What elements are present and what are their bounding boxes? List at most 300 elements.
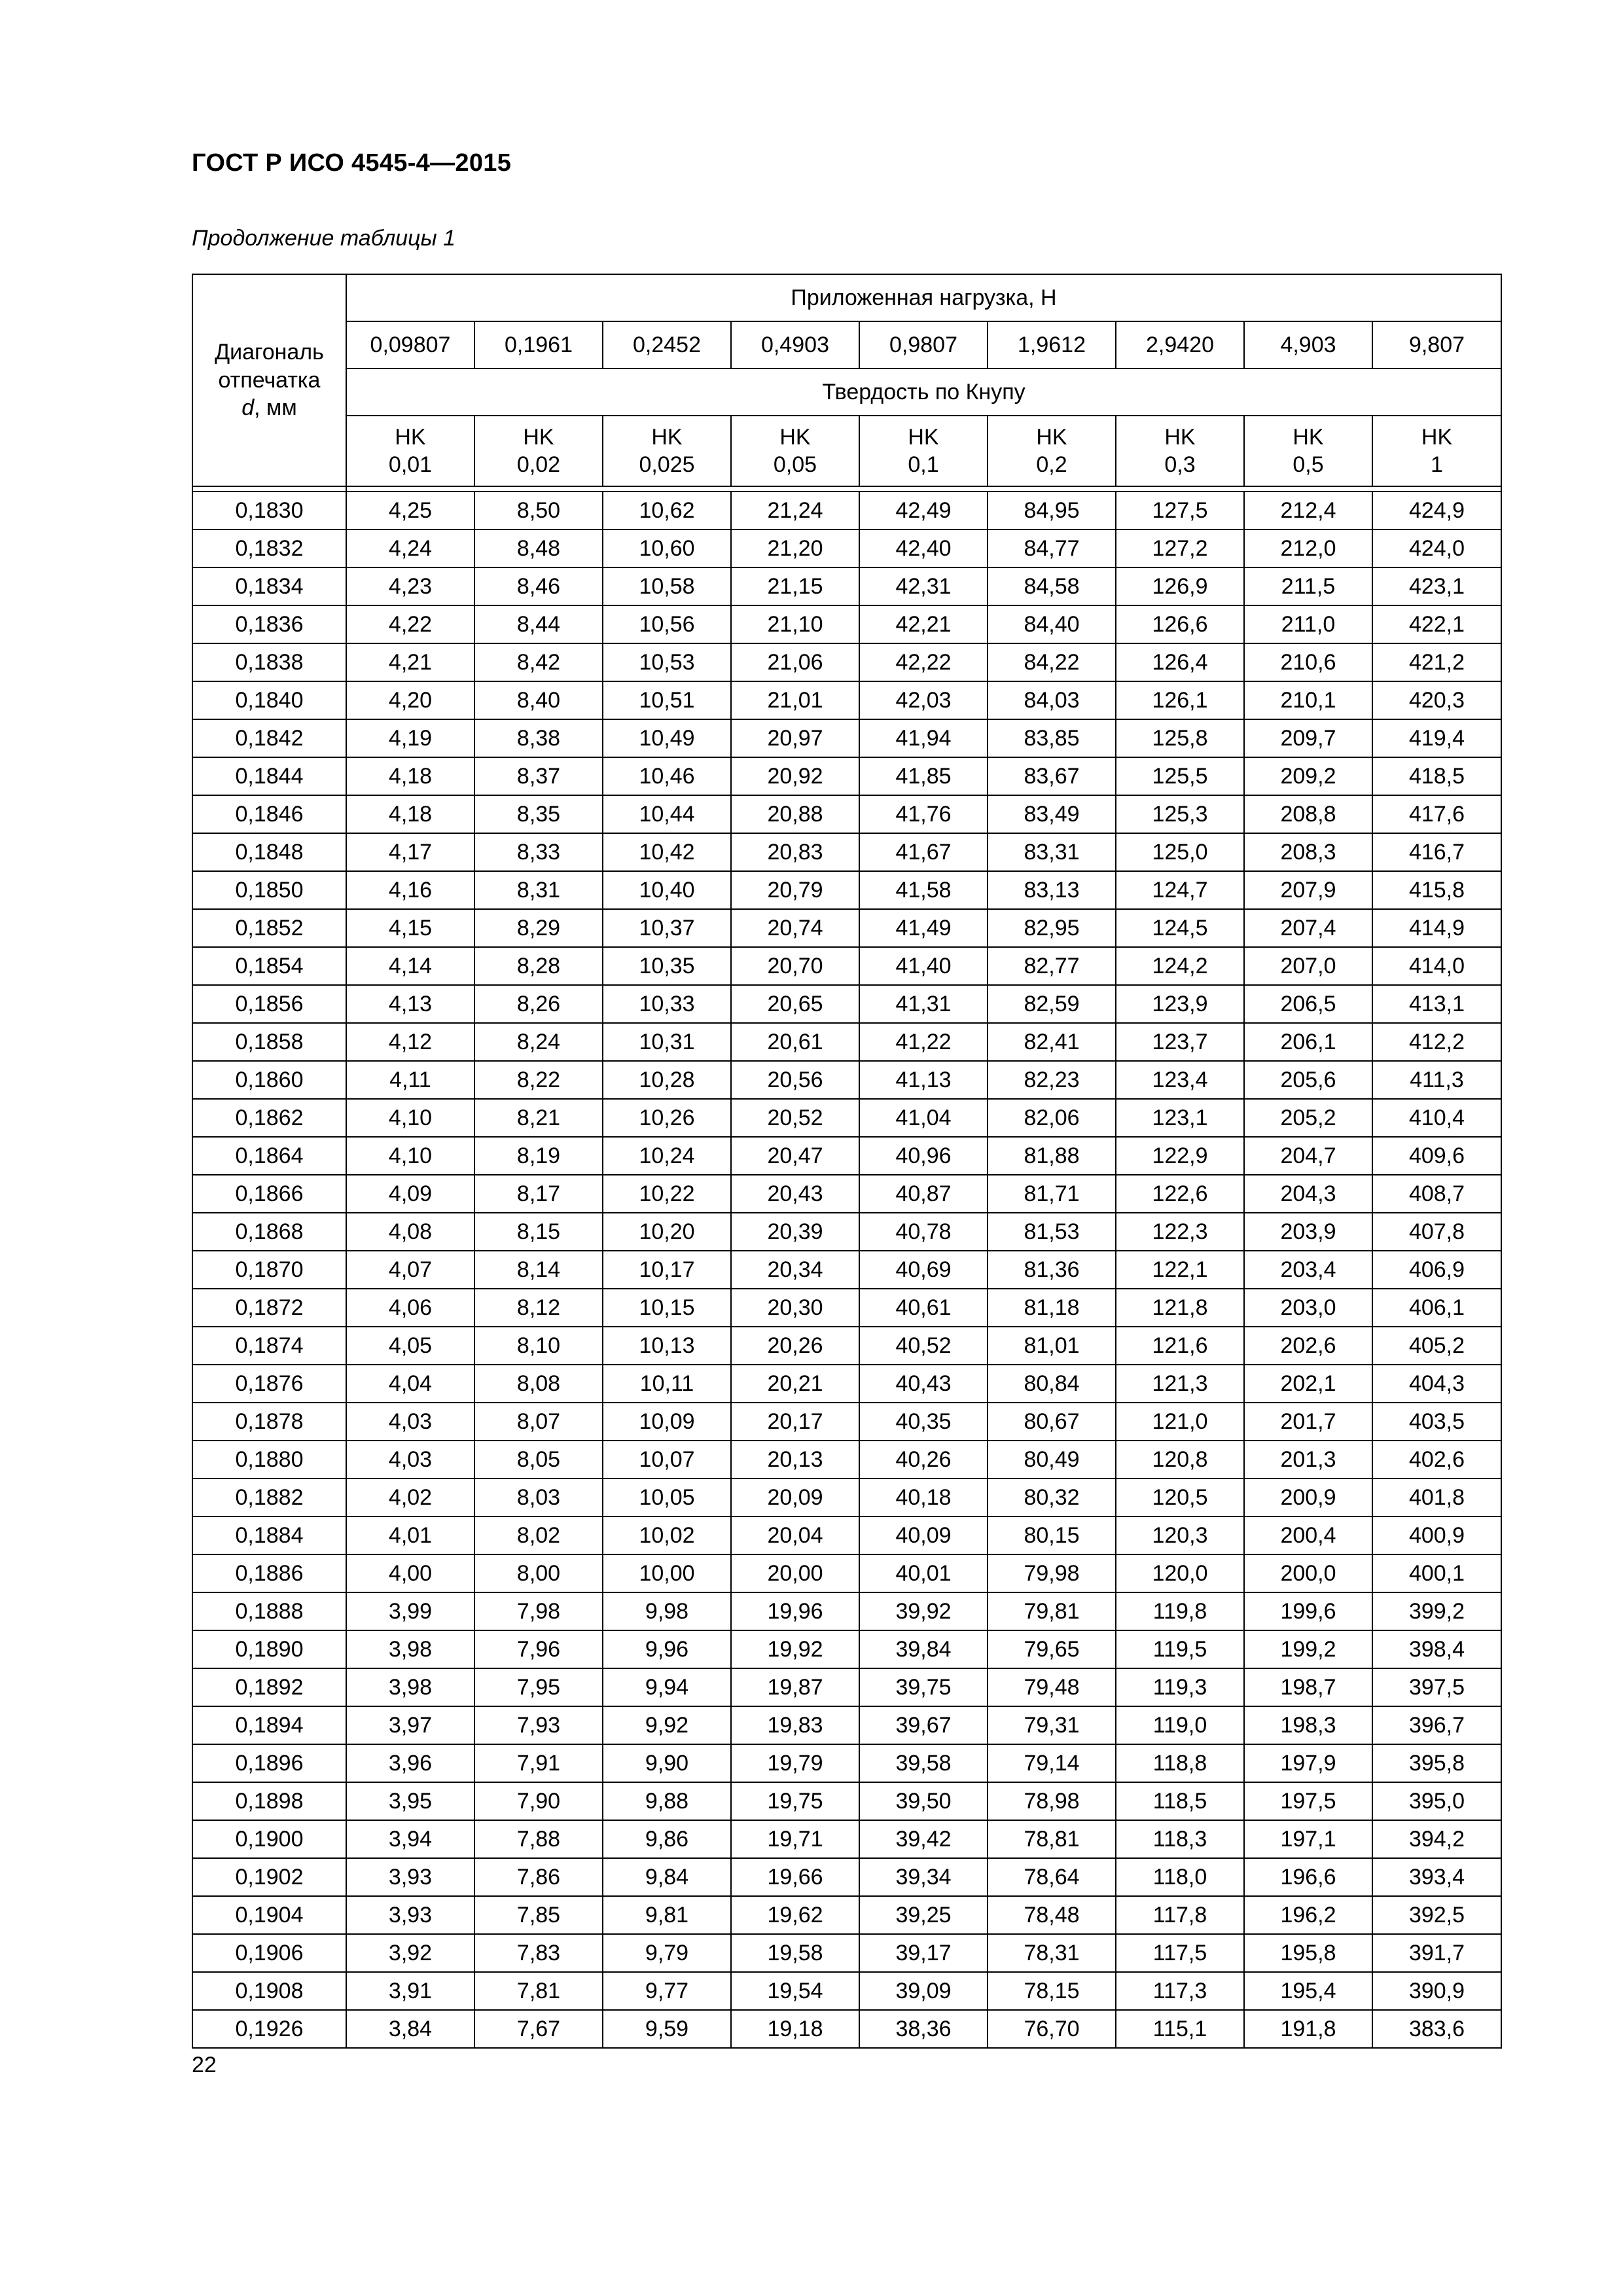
hardness-cell: 82,77 (988, 947, 1116, 985)
diagonal-cell: 0,1848 (192, 833, 346, 871)
scale-name: HK (908, 424, 939, 450)
hardness-cell: 412,2 (1372, 1023, 1501, 1061)
table-row (192, 1099, 1501, 1137)
hardness-cell: 39,50 (859, 1782, 988, 1820)
load-value: 0,09807 (346, 321, 474, 368)
table-row (192, 909, 1501, 947)
hardness-cell: 10,53 (603, 643, 731, 681)
hardness-cell: 38,36 (859, 2010, 988, 2048)
hardness-cell: 8,19 (474, 1137, 603, 1175)
hardness-cell: 20,61 (731, 1023, 859, 1061)
hardness-cell: 416,7 (1372, 833, 1501, 871)
hardness-cell: 8,33 (474, 833, 603, 871)
hardness-cell: 9,86 (603, 1820, 731, 1858)
hardness-cell: 40,09 (859, 1516, 988, 1554)
hardness-cell: 201,7 (1244, 1403, 1372, 1441)
hardness-cell: 10,60 (603, 529, 731, 567)
diagonal-cell: 0,1888 (192, 1592, 346, 1630)
table-body (192, 492, 1501, 2048)
hardness-cell: 9,88 (603, 1782, 731, 1820)
diagonal-cell: 0,1836 (192, 605, 346, 643)
hardness-cell: 8,46 (474, 567, 603, 605)
hardness-cell: 122,3 (1116, 1213, 1244, 1251)
hardness-cell: 413,1 (1372, 985, 1501, 1023)
diagonal-cell: 0,1882 (192, 1479, 346, 1516)
hardness-cell: 10,02 (603, 1516, 731, 1554)
hardness-cell: 207,9 (1244, 871, 1372, 909)
hardness-cell: 3,93 (346, 1858, 474, 1896)
hardness-cell: 405,2 (1372, 1327, 1501, 1365)
hardness-cell: 4,13 (346, 985, 474, 1023)
hardness-cell: 199,6 (1244, 1592, 1372, 1630)
hardness-cell: 41,22 (859, 1023, 988, 1061)
hardness-cell: 4,19 (346, 719, 474, 757)
scale-value: 0,02 (516, 452, 561, 477)
diagonal-cell: 0,1892 (192, 1668, 346, 1706)
hardness-cell: 122,1 (1116, 1251, 1244, 1289)
hardness-cell: 395,0 (1372, 1782, 1501, 1820)
hardness-cell: 121,6 (1116, 1327, 1244, 1365)
hardness-cell: 80,49 (988, 1441, 1116, 1479)
hardness-cell: 400,1 (1372, 1554, 1501, 1592)
diagonal-cell: 0,1852 (192, 909, 346, 947)
table-row (192, 1061, 1501, 1099)
hardness-cell: 7,93 (474, 1706, 603, 1744)
hardness-cell: 4,07 (346, 1251, 474, 1289)
hardness-cell: 9,84 (603, 1858, 731, 1896)
table-caption: Продолжение таблицы 1 (192, 226, 455, 251)
hardness-cell: 4,10 (346, 1137, 474, 1175)
table-row (192, 1554, 1501, 1592)
diagonal-cell: 0,1862 (192, 1099, 346, 1137)
hardness-cell: 3,84 (346, 2010, 474, 2048)
diagonal-cell: 0,1830 (192, 492, 346, 529)
hardness-cell: 209,7 (1244, 719, 1372, 757)
hardness-cell: 20,56 (731, 1061, 859, 1099)
hardness-cell: 119,8 (1116, 1592, 1244, 1630)
hardness-cell: 4,16 (346, 871, 474, 909)
hardness-cell: 39,84 (859, 1630, 988, 1668)
scale-value: 1 (1431, 452, 1443, 477)
hardness-cell: 199,2 (1244, 1630, 1372, 1668)
hardness-cell: 120,0 (1116, 1554, 1244, 1592)
hardness-cell: 10,24 (603, 1137, 731, 1175)
scale-cell (603, 416, 731, 486)
table-row (192, 605, 1501, 643)
hardness-cell: 125,8 (1116, 719, 1244, 757)
hardness-cell: 3,98 (346, 1630, 474, 1668)
diagonal-cell: 0,1894 (192, 1706, 346, 1744)
table-row (192, 1175, 1501, 1213)
hardness-cell: 210,6 (1244, 643, 1372, 681)
hardness-cell: 126,4 (1116, 643, 1244, 681)
table-row (192, 1744, 1501, 1782)
hardness-cell: 10,33 (603, 985, 731, 1023)
diagonal-cell: 0,1896 (192, 1744, 346, 1782)
scale-name: HK (1164, 424, 1196, 450)
hardness-cell: 118,8 (1116, 1744, 1244, 1782)
hardness-cell: 115,1 (1116, 2010, 1244, 2048)
hardness-cell: 19,62 (731, 1896, 859, 1934)
hardness-cell: 39,92 (859, 1592, 988, 1630)
diagonal-cell: 0,1874 (192, 1327, 346, 1365)
hardness-cell: 84,03 (988, 681, 1116, 719)
hardness-cell: 41,04 (859, 1099, 988, 1137)
diagonal-cell: 0,1900 (192, 1820, 346, 1858)
hardness-cell: 41,67 (859, 833, 988, 871)
hardness-cell: 121,0 (1116, 1403, 1244, 1441)
hardness-cell: 122,9 (1116, 1137, 1244, 1175)
hardness-cell: 424,9 (1372, 492, 1501, 529)
table-row (192, 1782, 1501, 1820)
hardness-cell: 197,9 (1244, 1744, 1372, 1782)
hardness-cell: 19,96 (731, 1592, 859, 1630)
hardness-cell: 421,2 (1372, 643, 1501, 681)
hardness-cell: 7,90 (474, 1782, 603, 1820)
hardness-cell: 3,92 (346, 1934, 474, 1972)
diagonal-cell: 0,1838 (192, 643, 346, 681)
hardness-cell: 392,5 (1372, 1896, 1501, 1934)
hardness-cell: 4,03 (346, 1441, 474, 1479)
hardness-cell: 40,01 (859, 1554, 988, 1592)
load-value: 0,2452 (603, 321, 731, 368)
hardness-cell: 411,3 (1372, 1061, 1501, 1099)
hardness-cell: 9,96 (603, 1630, 731, 1668)
hardness-cell: 40,87 (859, 1175, 988, 1213)
hardness-cell: 415,8 (1372, 871, 1501, 909)
diagonal-cell: 0,1840 (192, 681, 346, 719)
diagonal-cell: 0,1842 (192, 719, 346, 757)
hardness-cell: 20,65 (731, 985, 859, 1023)
hardness-cell: 19,83 (731, 1706, 859, 1744)
hardness-cell: 20,92 (731, 757, 859, 795)
hardness-cell: 399,2 (1372, 1592, 1501, 1630)
scale-value: 0,01 (388, 452, 433, 477)
table-row (192, 985, 1501, 1023)
hardness-cell: 202,6 (1244, 1327, 1372, 1365)
hardness-cell: 9,98 (603, 1592, 731, 1630)
hardness-cell: 84,22 (988, 643, 1116, 681)
document-title: ГОСТ Р ИСО 4545-4—2015 (192, 149, 512, 177)
hardness-cell: 8,29 (474, 909, 603, 947)
hardness-cell: 126,6 (1116, 605, 1244, 643)
hardness-cell: 4,01 (346, 1516, 474, 1554)
diagonal-cell: 0,1858 (192, 1023, 346, 1061)
hardness-cell: 7,85 (474, 1896, 603, 1934)
hardness-cell: 19,92 (731, 1630, 859, 1668)
hardness-cell: 4,04 (346, 1365, 474, 1403)
hardness-cell: 39,17 (859, 1934, 988, 1972)
hardness-cell: 3,93 (346, 1896, 474, 1934)
row-header-unit: , мм (254, 395, 297, 421)
diagonal-cell: 0,1884 (192, 1516, 346, 1554)
hardness-cell: 196,6 (1244, 1858, 1372, 1896)
table-row (192, 1365, 1501, 1403)
load-value: 9,807 (1372, 321, 1501, 368)
hardness-cell: 8,07 (474, 1403, 603, 1441)
hardness-cell: 395,8 (1372, 1744, 1501, 1782)
diagonal-cell: 0,1890 (192, 1630, 346, 1668)
hardness-cell: 81,01 (988, 1327, 1116, 1365)
hardness-cell: 126,1 (1116, 681, 1244, 719)
hardness-cell: 79,48 (988, 1668, 1116, 1706)
hardness-cell: 8,28 (474, 947, 603, 985)
hardness-cell: 10,35 (603, 947, 731, 985)
hardness-cell: 81,53 (988, 1213, 1116, 1251)
hardness-cell: 402,6 (1372, 1441, 1501, 1479)
hardness-cell: 4,08 (346, 1213, 474, 1251)
diagonal-cell: 0,1908 (192, 1972, 346, 2010)
load-value: 4,903 (1244, 321, 1372, 368)
table-row (192, 1023, 1501, 1061)
hardness-cell: 42,49 (859, 492, 988, 529)
hardness-cell: 4,22 (346, 605, 474, 643)
hardness-cell: 19,58 (731, 1934, 859, 1972)
hardness-cell: 20,43 (731, 1175, 859, 1213)
hardness-cell: 8,17 (474, 1175, 603, 1213)
hardness-header: Твердость по Кнупу (346, 368, 1501, 416)
hardness-cell: 383,6 (1372, 2010, 1501, 2048)
hardness-cell: 121,8 (1116, 1289, 1244, 1327)
hardness-cell: 10,49 (603, 719, 731, 757)
hardness-cell: 409,6 (1372, 1137, 1501, 1175)
hardness-cell: 10,51 (603, 681, 731, 719)
hardness-cell: 40,43 (859, 1365, 988, 1403)
hardness-cell: 10,20 (603, 1213, 731, 1251)
diagonal-cell: 0,1886 (192, 1554, 346, 1592)
hardness-cell: 123,4 (1116, 1061, 1244, 1099)
hardness-cell: 84,77 (988, 529, 1116, 567)
hardness-cell: 123,9 (1116, 985, 1244, 1023)
hardness-cell: 4,25 (346, 492, 474, 529)
hardness-cell: 9,77 (603, 1972, 731, 2010)
hardness-cell: 9,92 (603, 1706, 731, 1744)
table-row (192, 1516, 1501, 1554)
hardness-cell: 119,5 (1116, 1630, 1244, 1668)
hardness-cell: 3,91 (346, 1972, 474, 2010)
hardness-cell: 20,88 (731, 795, 859, 833)
diagonal-cell: 0,1850 (192, 871, 346, 909)
hardness-cell: 4,03 (346, 1403, 474, 1441)
hardness-cell: 208,3 (1244, 833, 1372, 871)
hardness-cell: 125,0 (1116, 833, 1244, 871)
hardness-cell: 42,40 (859, 529, 988, 567)
hardness-cell: 82,23 (988, 1061, 1116, 1099)
hardness-cell: 42,31 (859, 567, 988, 605)
hardness-cell: 124,5 (1116, 909, 1244, 947)
hardness-cell: 4,10 (346, 1099, 474, 1137)
scale-value: 0,5 (1293, 452, 1324, 477)
table-row (192, 1972, 1501, 2010)
hardness-cell: 393,4 (1372, 1858, 1501, 1896)
hardness-cell: 39,58 (859, 1744, 988, 1782)
table-row (192, 1137, 1501, 1175)
hardness-cell: 40,18 (859, 1479, 988, 1516)
hardness-cell: 206,5 (1244, 985, 1372, 1023)
hardness-cell: 7,98 (474, 1592, 603, 1630)
hardness-cell: 4,02 (346, 1479, 474, 1516)
hardness-cell: 3,98 (346, 1668, 474, 1706)
hardness-cell: 127,2 (1116, 529, 1244, 567)
hardness-cell: 78,98 (988, 1782, 1116, 1820)
hardness-cell: 80,15 (988, 1516, 1116, 1554)
hardness-cell: 41,40 (859, 947, 988, 985)
hardness-cell: 41,58 (859, 871, 988, 909)
scale-name: HK (779, 424, 811, 450)
table-row (192, 1706, 1501, 1744)
hardness-cell: 81,88 (988, 1137, 1116, 1175)
hardness-cell: 4,09 (346, 1175, 474, 1213)
hardness-cell: 19,54 (731, 1972, 859, 2010)
hardness-cell: 197,5 (1244, 1782, 1372, 1820)
hardness-cell: 8,15 (474, 1213, 603, 1251)
hardness-cell: 207,4 (1244, 909, 1372, 947)
hardness-cell: 120,8 (1116, 1441, 1244, 1479)
hardness-cell: 8,44 (474, 605, 603, 643)
scale-cell (988, 416, 1116, 486)
hardness-cell: 406,9 (1372, 1251, 1501, 1289)
hardness-cell: 197,1 (1244, 1820, 1372, 1858)
hardness-cell: 408,7 (1372, 1175, 1501, 1213)
hardness-cell: 20,09 (731, 1479, 859, 1516)
hardness-cell: 208,8 (1244, 795, 1372, 833)
hardness-cell: 420,3 (1372, 681, 1501, 719)
hardness-cell: 19,79 (731, 1744, 859, 1782)
hardness-cell: 19,18 (731, 2010, 859, 2048)
hardness-cell: 8,02 (474, 1516, 603, 1554)
hardness-cell: 191,8 (1244, 2010, 1372, 2048)
hardness-cell: 202,1 (1244, 1365, 1372, 1403)
diagonal-cell: 0,1832 (192, 529, 346, 567)
hardness-cell: 3,99 (346, 1592, 474, 1630)
diagonal-cell: 0,1846 (192, 795, 346, 833)
hardness-cell: 40,61 (859, 1289, 988, 1327)
hardness-cell: 10,13 (603, 1327, 731, 1365)
hardness-cell: 211,0 (1244, 605, 1372, 643)
scale-cell (1116, 416, 1244, 486)
hardness-cell: 79,81 (988, 1592, 1116, 1630)
diagonal-cell: 0,1898 (192, 1782, 346, 1820)
table-row (192, 1403, 1501, 1441)
hardness-cell: 204,7 (1244, 1137, 1372, 1175)
hardness-cell: 3,96 (346, 1744, 474, 1782)
hardness-cell: 210,1 (1244, 681, 1372, 719)
hardness-cell: 200,4 (1244, 1516, 1372, 1554)
hardness-cell: 207,0 (1244, 947, 1372, 985)
hardness-cell: 4,00 (346, 1554, 474, 1592)
hardness-cell: 79,65 (988, 1630, 1116, 1668)
hardness-cell: 124,7 (1116, 871, 1244, 909)
hardness-cell: 39,75 (859, 1668, 988, 1706)
hardness-cell: 397,5 (1372, 1668, 1501, 1706)
hardness-cell: 10,42 (603, 833, 731, 871)
hardness-cell: 10,40 (603, 871, 731, 909)
scale-name: HK (395, 424, 426, 450)
scale-cell (346, 416, 474, 486)
hardness-cell: 205,2 (1244, 1099, 1372, 1137)
hardness-cell: 118,0 (1116, 1858, 1244, 1896)
header-gap (192, 486, 1501, 492)
hardness-cell: 10,22 (603, 1175, 731, 1213)
hardness-cell: 9,90 (603, 1744, 731, 1782)
hardness-cell: 203,0 (1244, 1289, 1372, 1327)
hardness-cell: 39,67 (859, 1706, 988, 1744)
hardness-cell: 203,4 (1244, 1251, 1372, 1289)
hardness-cell: 41,49 (859, 909, 988, 947)
hardness-cell: 10,37 (603, 909, 731, 947)
hardness-cell: 78,64 (988, 1858, 1116, 1896)
hardness-cell: 4,23 (346, 567, 474, 605)
hardness-cell: 200,0 (1244, 1554, 1372, 1592)
hardness-cell: 10,44 (603, 795, 731, 833)
hardness-cell: 39,42 (859, 1820, 988, 1858)
load-value: 2,9420 (1116, 321, 1244, 368)
hardness-cell: 8,21 (474, 1099, 603, 1137)
hardness-cell: 4,14 (346, 947, 474, 985)
hardness-cell: 41,94 (859, 719, 988, 757)
load-value: 0,1961 (474, 321, 603, 368)
hardness-cell: 83,67 (988, 757, 1116, 795)
hardness-cell: 120,3 (1116, 1516, 1244, 1554)
hardness-cell: 20,83 (731, 833, 859, 871)
table-row (192, 1592, 1501, 1630)
table-row (192, 795, 1501, 833)
hardness-cell: 19,87 (731, 1668, 859, 1706)
hardness-cell: 390,9 (1372, 1972, 1501, 2010)
load-value: 0,9807 (859, 321, 988, 368)
hardness-cell: 410,4 (1372, 1099, 1501, 1137)
hardness-cell: 9,94 (603, 1668, 731, 1706)
scale-name: HK (1036, 424, 1067, 450)
diagonal-cell: 0,1866 (192, 1175, 346, 1213)
hardness-cell: 9,81 (603, 1896, 731, 1934)
diagonal-cell: 0,1860 (192, 1061, 346, 1099)
hardness-cell: 398,4 (1372, 1630, 1501, 1668)
hardness-cell: 7,86 (474, 1858, 603, 1896)
table-row (192, 1213, 1501, 1251)
hardness-cell: 7,96 (474, 1630, 603, 1668)
diagonal-cell: 0,1872 (192, 1289, 346, 1327)
hardness-cell: 118,3 (1116, 1820, 1244, 1858)
hardness-cell: 8,22 (474, 1061, 603, 1099)
diagonal-cell: 0,1834 (192, 567, 346, 605)
hardness-cell: 21,24 (731, 492, 859, 529)
hardness-cell: 7,67 (474, 2010, 603, 2048)
hardness-cell: 84,95 (988, 492, 1116, 529)
hardness-cell: 8,12 (474, 1289, 603, 1327)
diagonal-cell: 0,1868 (192, 1213, 346, 1251)
hardness-cell: 7,81 (474, 1972, 603, 2010)
hardness-cell: 8,24 (474, 1023, 603, 1061)
diagonal-cell: 0,1870 (192, 1251, 346, 1289)
hardness-cell: 125,5 (1116, 757, 1244, 795)
hardness-cell: 4,12 (346, 1023, 474, 1061)
hardness-cell: 4,15 (346, 909, 474, 947)
hardness-cell: 417,6 (1372, 795, 1501, 833)
scale-cell (1244, 416, 1372, 486)
load-header: Приложенная нагрузка, Н (346, 274, 1501, 321)
hardness-cell: 81,18 (988, 1289, 1116, 1327)
hardness-cell: 391,7 (1372, 1934, 1501, 1972)
hardness-cell: 84,40 (988, 605, 1116, 643)
hardness-cell: 82,95 (988, 909, 1116, 947)
hardness-cell: 20,70 (731, 947, 859, 985)
scale-value: 0,025 (639, 452, 695, 477)
hardness-cell: 406,1 (1372, 1289, 1501, 1327)
diagonal-cell: 0,1880 (192, 1441, 346, 1479)
hardness-cell: 414,9 (1372, 909, 1501, 947)
table-row (192, 2010, 1501, 2048)
